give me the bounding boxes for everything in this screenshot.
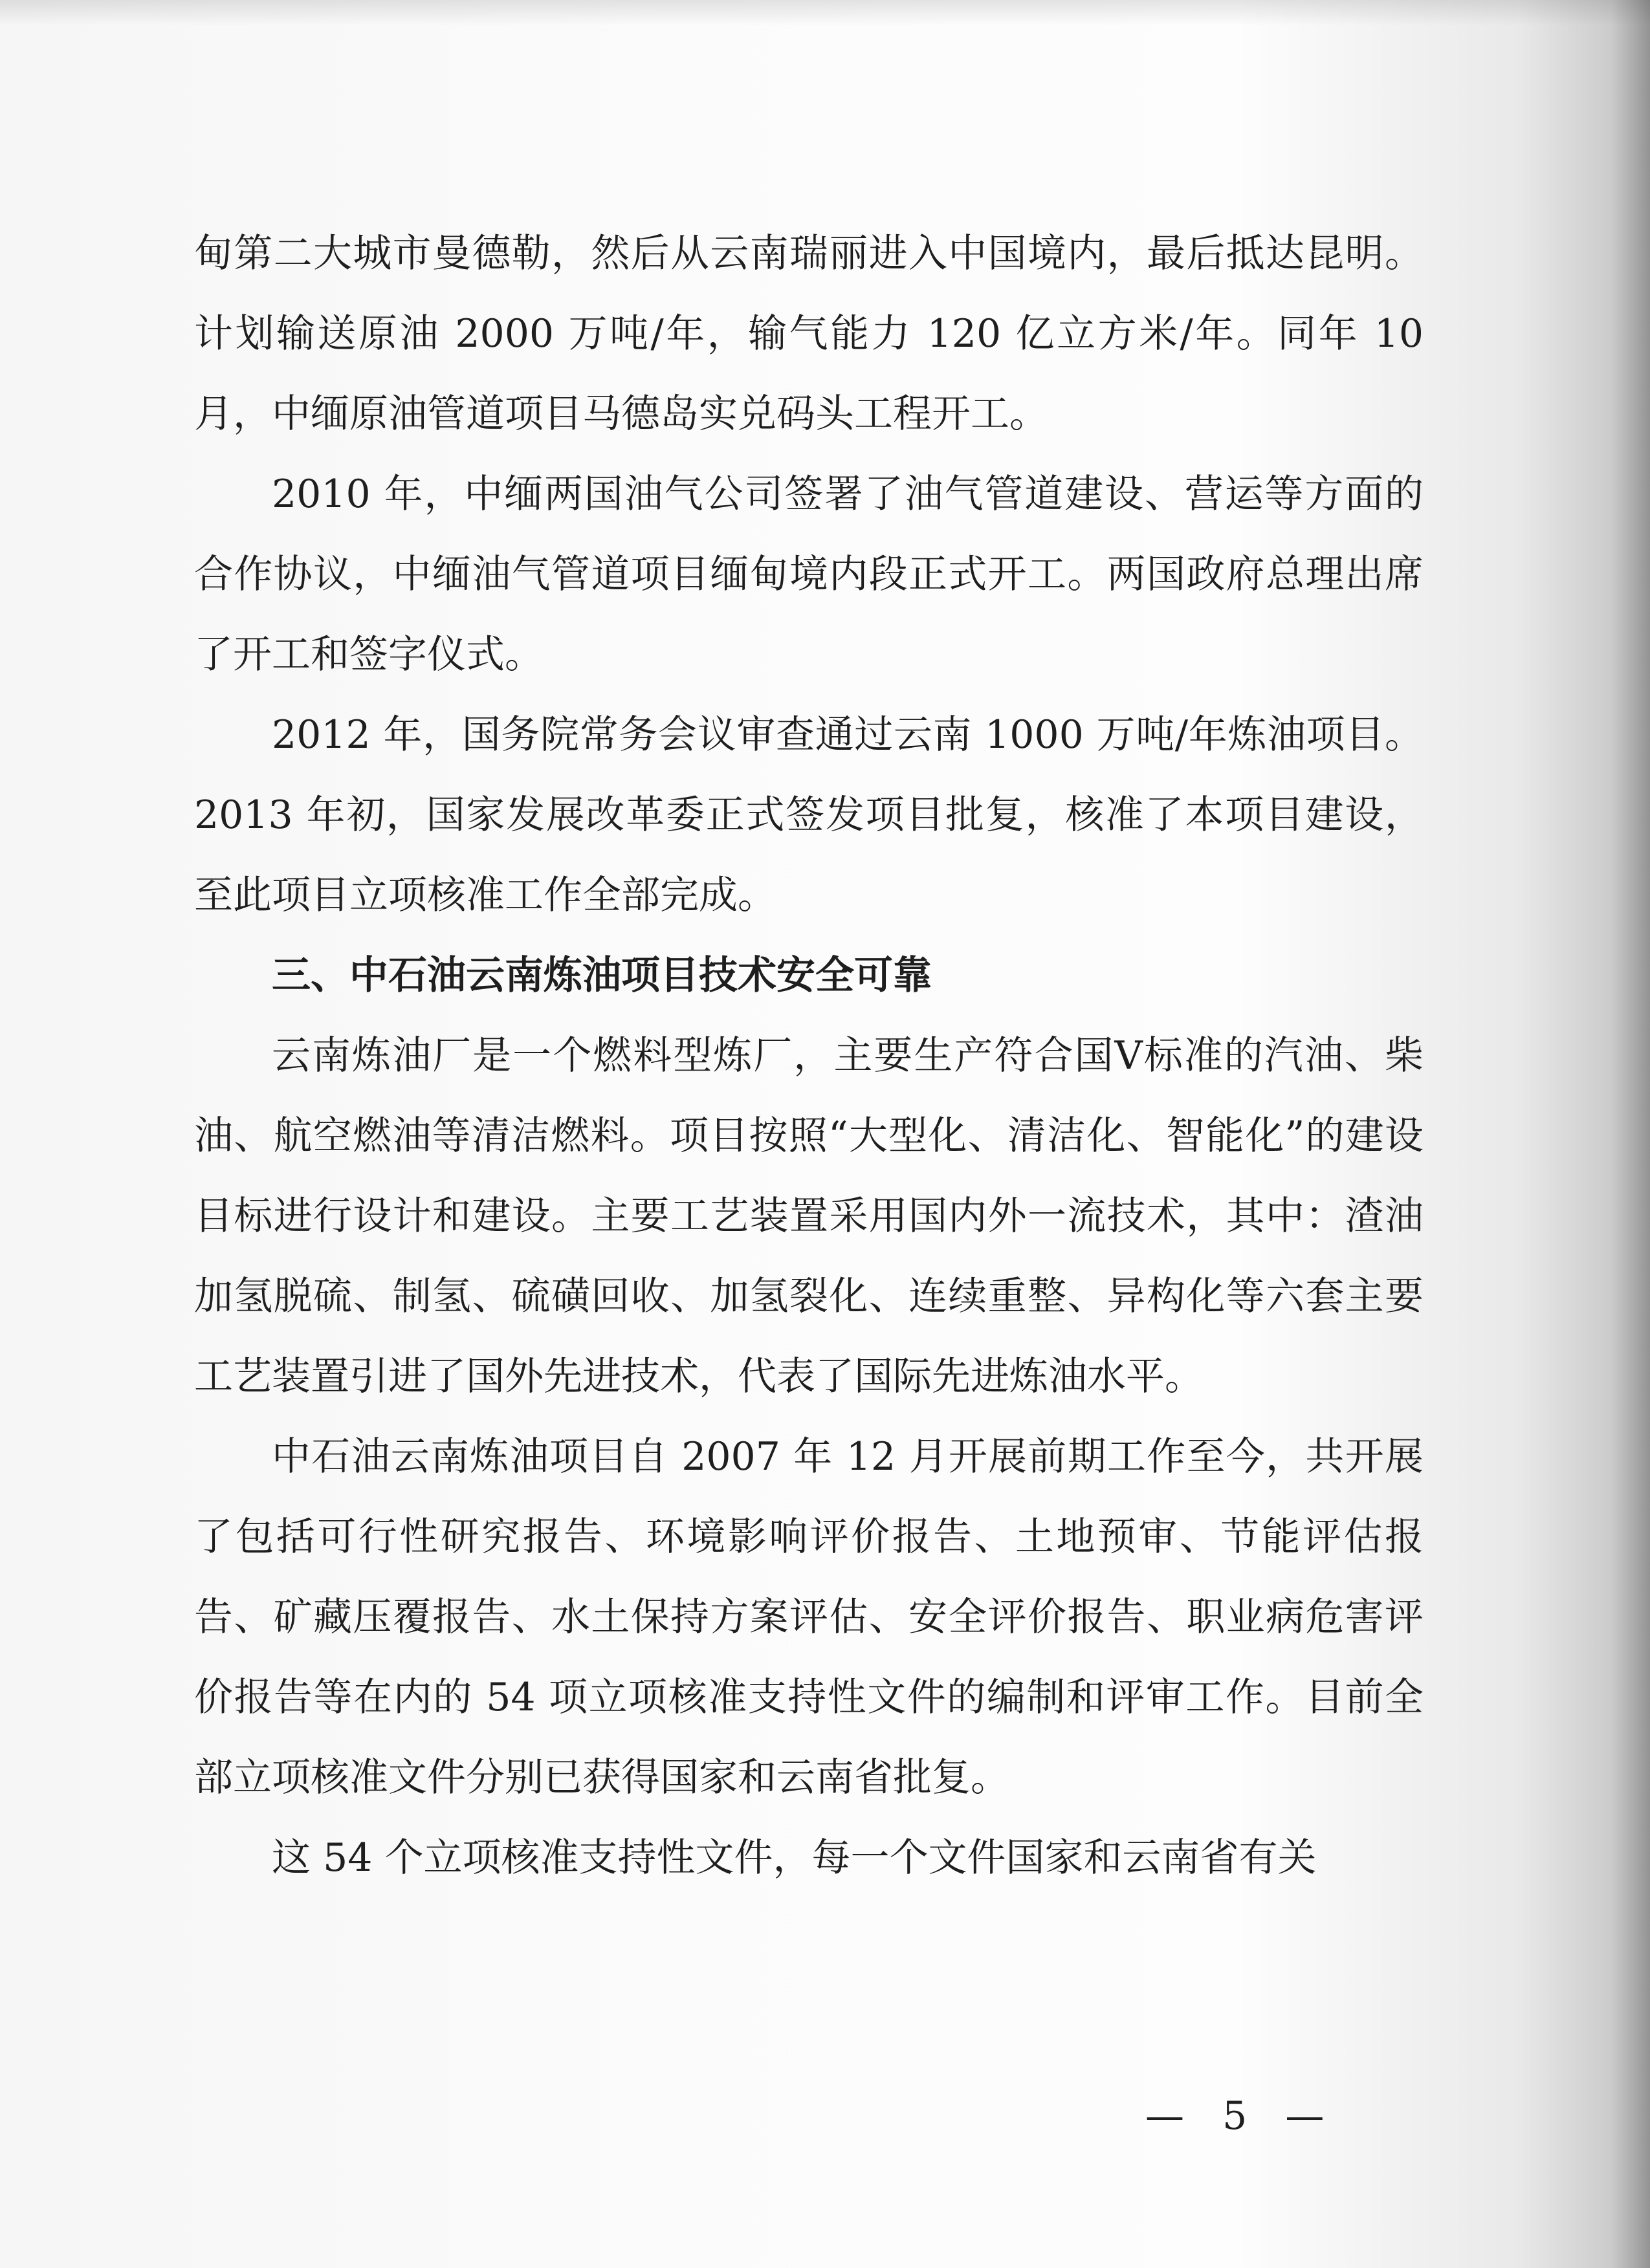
section-heading: 三、中石油云南炼油项目技术安全可靠	[272, 953, 932, 998]
paragraph-6: 这 54 个立项核准支持性文件，每一个文件国家和云南省有关	[272, 1835, 1317, 1881]
paragraph-2: 2010 年，中缅两国油气公司签署了油气管道建设、营运等方面的合作协议，中缅油气管道项目缅甸境内段正式开工。两国政府总理出席了开工和签字仪式。	[194, 472, 1424, 677]
page-number: — 5 —	[1145, 2093, 1337, 2139]
scan-top-shadow	[0, 0, 1650, 26]
paragraph-1: 甸第二大城市曼德勒，然后从云南瑞丽进入中国境内，最后抵达昆明。计划输送原油 2000 万吨/年，输气能力 120 亿立方米/年。同年 10 月，中缅原油管道项目马德岛实兑码头工程开工。	[194, 231, 1424, 437]
paragraph-4: 云南炼油厂是一个燃料型炼厂，主要生产符合国Ⅴ标准的汽油、柴油、航空燃油等清洁燃料。项目按照“大型化、清洁化、智能化”的建设目标进行设计和建设。主要工艺装置采用国内外一流技术，其中：渣油加氢脱硫、制氢、硫磺回收、加氢裂化、连续重整、异构化等六套主要工艺装置引进了国外先进技术，代表了国际先进炼油水平。	[194, 1033, 1424, 1399]
paragraph-3: 2012 年，国务院常务会议审查通过云南 1000 万吨/年炼油项目。2013 年初，国家发展改革委正式签发项目批复，核准了本项目建设，至此项目立项核准工作全部完成。	[194, 712, 1424, 918]
page-body	[194, 213, 1424, 1898]
paragraph-5: 中石油云南炼油项目自 2007 年 12 月开展前期工作至今，共开展了包括可行性研究报告、环境影响评价报告、土地预审、节能评估报告、矿藏压覆报告、水土保持方案评估、安全评价报告、职业病危害评价报告等在内的 54 项立项核准支持性文件的编制和评审工作。目前全部立项核准文件分别已获得国家和云南省批复。	[194, 1434, 1424, 1800]
scan-edge-shadow	[1611, 0, 1650, 2268]
